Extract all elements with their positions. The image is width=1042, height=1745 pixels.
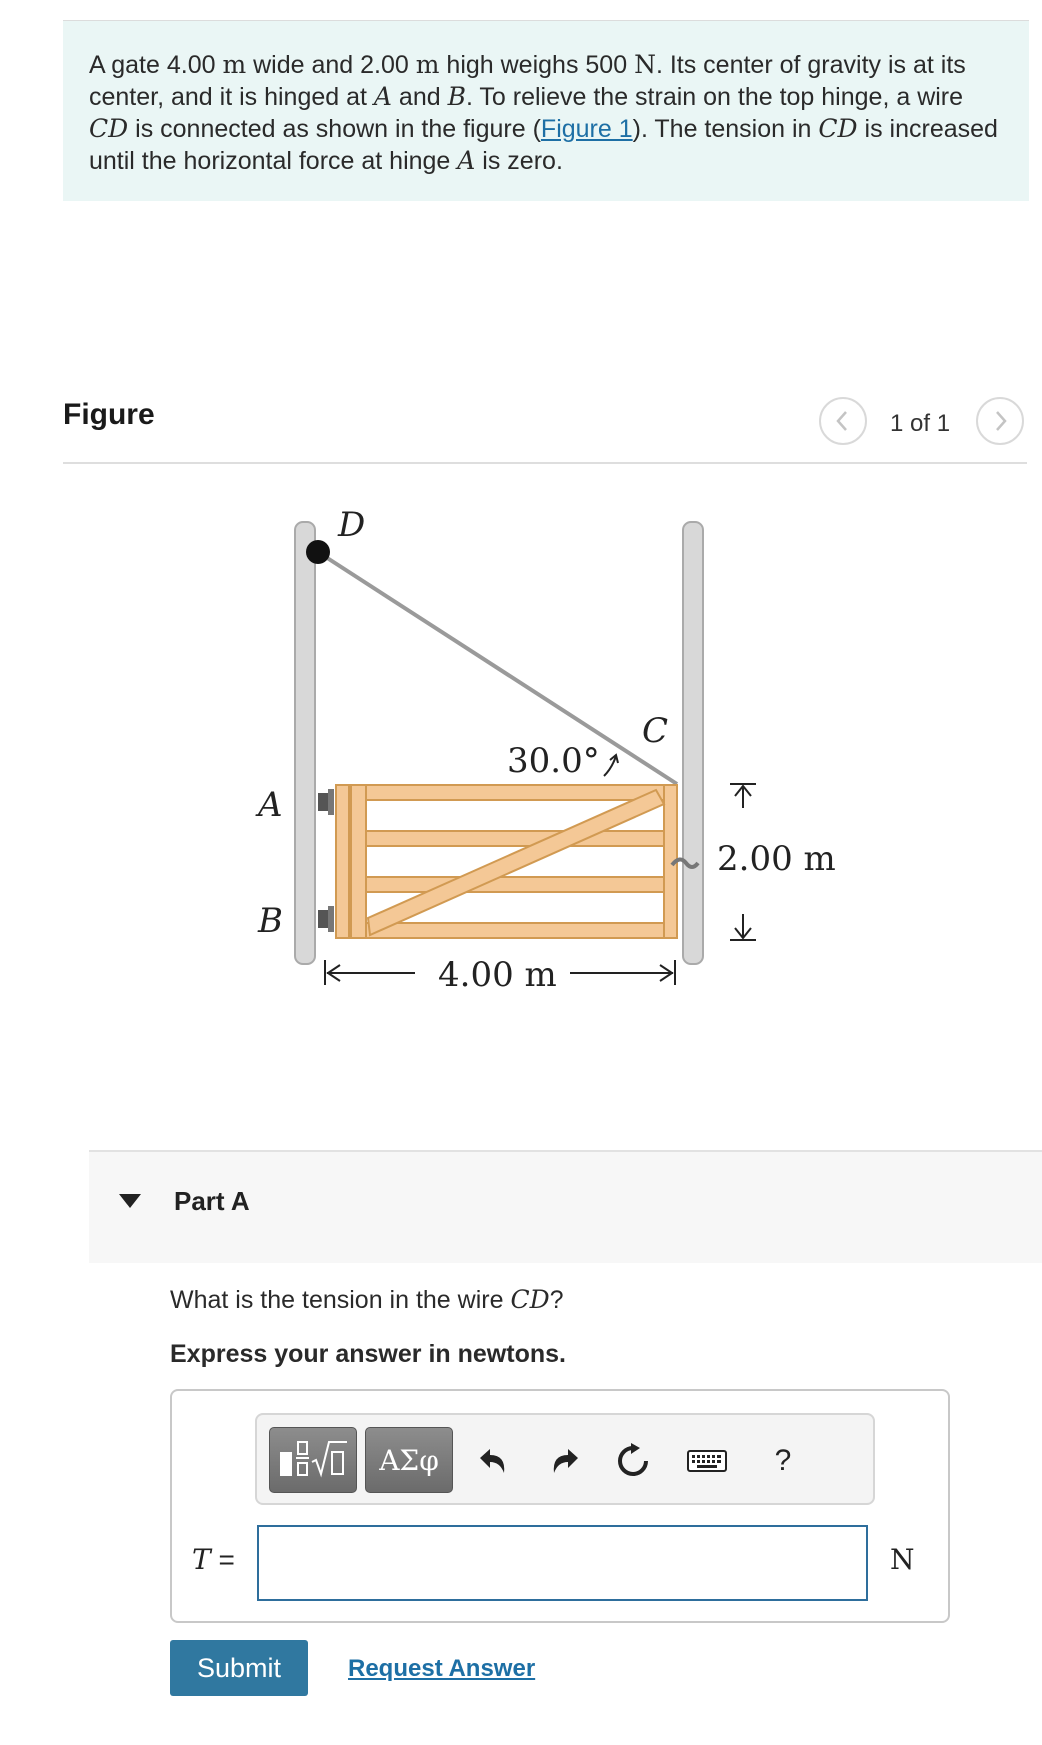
wire-cd (318, 552, 677, 784)
statement-text: is connected as shown in the figure ( (128, 115, 541, 143)
var-cd: CD (818, 114, 858, 143)
statement-text: ). The tension in (632, 115, 819, 143)
question-pre: What is the tension in the wire (170, 1286, 511, 1314)
undo-button[interactable] (467, 1435, 519, 1487)
input-var: T (192, 1543, 211, 1576)
figure-link[interactable]: Figure 1 (540, 115, 633, 143)
chevron-left-icon (833, 409, 853, 433)
unit-m: m (415, 50, 440, 79)
reset-icon (615, 1443, 651, 1479)
next-figure-button[interactable] (976, 397, 1024, 445)
chevron-right-icon (990, 409, 1010, 433)
math-toolbar (255, 1413, 875, 1505)
figure-title: Figure (63, 398, 155, 431)
previous-figure-button[interactable] (819, 397, 867, 445)
label-angle: 30.0° (507, 741, 600, 781)
gate (336, 785, 677, 938)
symbols-button[interactable]: ΑΣφ (365, 1427, 453, 1493)
unit-n: N (634, 50, 656, 79)
figure-pager: 1 of 1 (890, 410, 951, 437)
templates-button[interactable] (269, 1427, 357, 1493)
statement-text: and (391, 83, 448, 111)
question-var: CD (510, 1285, 550, 1314)
answer-input[interactable] (257, 1525, 868, 1601)
keyboard-icon (687, 1450, 727, 1472)
statement-text: wide and 2.00 (246, 51, 416, 79)
input-eq: = (210, 1544, 235, 1575)
statement-text: is zero. (475, 147, 563, 175)
redo-button[interactable] (539, 1435, 591, 1487)
label-a: A (258, 785, 283, 825)
redo-icon (548, 1446, 582, 1476)
hinge-b (318, 906, 334, 932)
label-height: 2.00 m (717, 839, 836, 879)
statement-text: A gate 4.00 (89, 51, 223, 79)
var-cd: CD (89, 114, 129, 143)
statement-text: high weighs 500 (439, 51, 635, 79)
instruction-text: Express your answer in newtons. (170, 1340, 566, 1368)
var-b: B (447, 82, 466, 111)
keyboard-button[interactable] (677, 1435, 737, 1487)
answer-box (170, 1389, 950, 1623)
statement-text: . Its center of gravity is at its center, and it is hinged at (89, 51, 966, 111)
part-title: Part A (174, 1186, 250, 1216)
part-a-header[interactable] (89, 1150, 1042, 1263)
left-post (295, 522, 315, 964)
question-post: ? (549, 1286, 564, 1314)
label-d: D (338, 505, 366, 545)
unit-label: N (890, 1543, 915, 1576)
statement-text: . To relieve the strain on the top hinge, a wire (465, 83, 964, 111)
submit-button[interactable]: Submit (170, 1640, 308, 1696)
caret-down-icon (119, 1194, 141, 1208)
help-button[interactable]: ? (774, 1444, 792, 1477)
label-b: B (258, 901, 283, 941)
var-a: A (373, 82, 392, 111)
right-post (683, 522, 703, 964)
figure-divider (63, 462, 1027, 464)
statement-text: is increased until the horizontal force at hinge (89, 115, 998, 175)
label-c: C (642, 711, 669, 751)
question-text (170, 1285, 564, 1315)
request-answer-link[interactable]: Request Answer (348, 1655, 536, 1682)
fraction-sqrt-icon (276, 1438, 350, 1482)
undo-icon (476, 1446, 510, 1476)
unit-m: m (222, 50, 247, 79)
label-width: 4.00 m (438, 955, 557, 990)
reset-button[interactable] (607, 1435, 659, 1487)
hinge-a (318, 789, 334, 815)
var-a: A (457, 146, 476, 175)
problem-statement (63, 20, 1029, 201)
input-label (192, 1543, 235, 1576)
point-d (306, 540, 330, 564)
gate-figure (0, 470, 1042, 990)
